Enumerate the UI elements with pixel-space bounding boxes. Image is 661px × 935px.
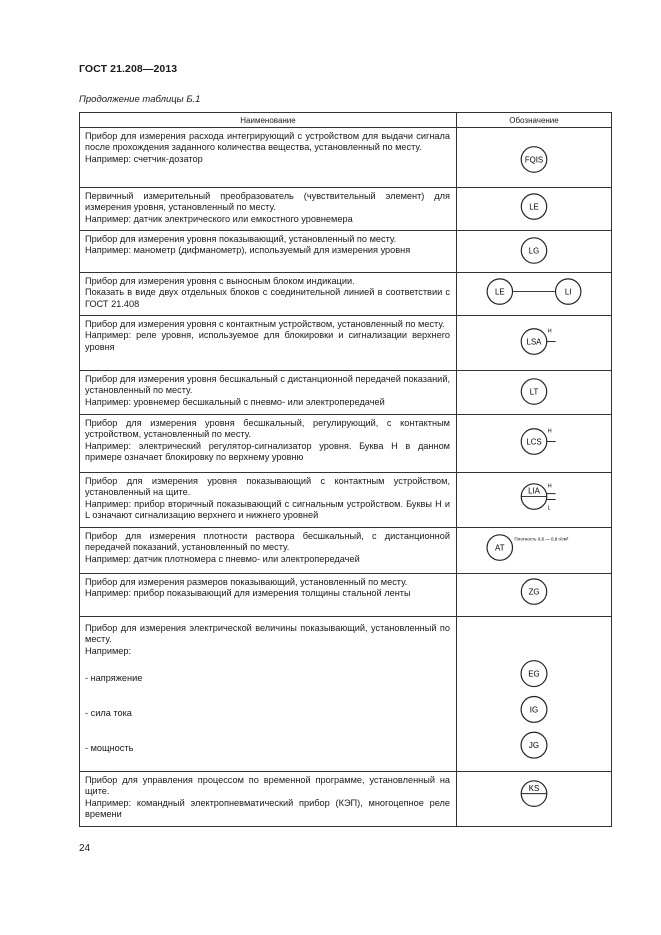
row-symbol [457,617,612,772]
row-symbol [457,772,612,827]
description-text: Прибор для измерения размеров показывающий, установленный по месту. [85,577,408,587]
row-symbol [457,574,612,617]
description-text: Прибор для измерения плотности раствора бесшкальный, с дистанционной передачей показаний, установленный по месту. [85,531,450,553]
row-symbol [457,188,612,231]
table-row [80,772,612,827]
column-header-name: Наименование [80,113,457,128]
row-description [80,188,457,231]
example-text: Например: командный электропневматический прибор (КЭП), многоцепное реле времени [85,797,450,819]
instrument-symbol [457,415,612,472]
instrument-code: FQIS [524,155,544,165]
list-item: - сила тока [85,708,132,719]
instrument-code: LI [564,287,572,297]
row-description [80,128,457,188]
description-text: Прибор для измерения уровня показывающий с контактным устройством, установленный на щите. [85,476,450,498]
instrument-symbol [457,772,612,826]
instrument-code: LCS [526,437,542,447]
row-description [80,231,457,273]
instrument-symbol-pair [457,273,612,315]
row-description [80,772,457,827]
description-text: Прибор для измерения уровня с контактным устройством, установленный по месту. [85,319,445,329]
description-text: Прибор для измерения уровня бесшкальный, регулирующий, с контактным устройством, установленный по месту. [85,418,450,440]
table-row [80,473,612,528]
symbols-table [79,112,612,827]
instrument-symbol [457,316,612,370]
instrument-symbol [457,528,612,573]
instrument-symbols [457,617,612,771]
instrument-symbol [457,473,612,527]
page-number: 24 [79,843,91,854]
list-item: - напряжение [85,672,143,683]
example-text: Например: [85,645,132,656]
high-level-mark: H [547,428,552,435]
row-symbol [457,371,612,415]
table-row [80,188,612,231]
table-row [80,231,612,273]
example-text: Например: датчик плотномера с пневмо- или электропередачей [85,553,360,564]
description-text: Прибор для измерения уровня с выносным блоком индикации. [85,276,355,286]
row-description [80,528,457,574]
description-text: Первичный измерительный преобразователь (чувствительный элемент) для измерения уровня, установленный по месту. [85,191,450,213]
table-row [80,528,612,574]
row-description [80,371,457,415]
instrument-code: IG [529,705,539,715]
description-text: Показать в виде двух отдельных блоков с соединительной линией в соответствии с ГОСТ 21.408 [85,287,450,309]
example-text: Например: уровнемер бесшкальный с пневмо- или электропередачей [85,396,385,407]
description-text: Прибор для измерения уровня показывающий, установленный по месту. [85,234,397,244]
row-description [80,415,457,473]
example-text: Например: манометр (дифманометр), используемый для измерения уровня [85,245,411,256]
instrument-code: LE [495,287,505,297]
row-description [80,473,457,528]
instrument-code: AT [495,543,505,553]
instrument-code: JG [528,741,540,751]
table-header-row [80,113,612,128]
instrument-code: LIA [528,486,540,496]
setpoint-note: Плотность 0,8 — 0,9 г/см³ [514,536,569,542]
row-description [80,273,457,316]
row-symbol [457,273,612,316]
row-description [80,316,457,371]
table-row [80,617,612,772]
high-level-mark: H [547,483,552,490]
instrument-code: LSA [526,337,542,347]
instrument-code: LE [529,202,539,212]
example-text: Например: электрический регулятор-сигнализатор уровня. Буква H в данном примере означает блокировку по верхнему уровню [85,440,450,462]
row-description [80,574,457,617]
instrument-symbol [457,128,612,187]
table-row [80,415,612,473]
table-row [80,128,612,188]
table-caption: Продолжение таблицы Б.1 [79,94,201,105]
instrument-code: KS [528,784,540,794]
row-symbol [457,473,612,528]
instrument-symbol [457,231,612,272]
column-header-symbol: Обозначение [457,113,612,128]
high-level-mark: H [547,328,552,335]
row-symbol [457,316,612,371]
instrument-code: ZG [528,587,540,597]
row-symbol [457,231,612,273]
row-description [80,617,457,772]
example-text: Например: датчик электрического или емкостного уровнемера [85,213,353,224]
description-text: Прибор для управления процессом по временной программе, установленный на щите. [85,775,450,797]
list-item: - мощность [85,743,134,754]
instrument-code: EG [528,669,540,679]
table-row [80,273,612,316]
description-text: Прибор для измерения электрической величины показывающий, установленный по месту. [85,623,450,645]
example-text: Например: прибор вторичный показывающий с сигнальным устройством. Буквы H и L означают сигнализацию верхнего и нижнего уровней [85,498,450,520]
example-text: Например: счетчик-дозатор [85,153,203,164]
table-row [80,371,612,415]
instrument-symbol [457,371,612,414]
description-text: Прибор для измерения расхода интегрирующий с устройством для выдачи сигнала после прохождения заданного количества вещества, установленный по месту. [85,131,450,153]
instrument-symbol [457,574,612,616]
table-row [80,574,612,617]
table-row [80,316,612,371]
instrument-code: LT [529,387,539,397]
example-text: Например: реле уровня, используемое для блокировки и сигнализации верхнего уровня [85,330,450,352]
instrument-symbol [457,188,612,230]
low-level-mark: L [547,505,551,512]
row-symbol [457,128,612,188]
instrument-code: LG [528,246,540,256]
example-text: Например: прибор показывающий для измерения толщины стальной ленты [85,588,411,599]
description-text: Прибор для измерения уровня бесшкальный с дистанционной передачей показаний, установленный по месту. [85,374,450,396]
document-id: ГОСТ 21.208—2013 [79,63,178,75]
row-symbol [457,415,612,473]
row-symbol [457,528,612,574]
